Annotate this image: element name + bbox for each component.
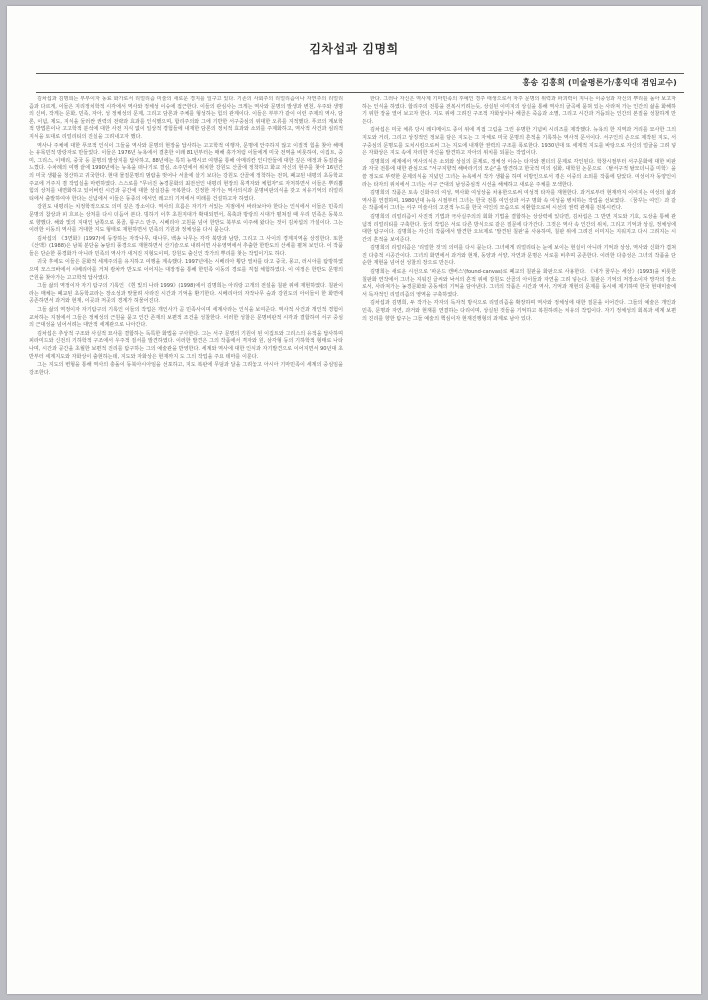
body-paragraph: 한다. 그러나 자신은 역사계 기마민족의 후예인 경주 태생으로서 자주 문명의 위력과 파괴력이 지니는 이중성과 자신의 뿌리를 돌아 보고자 하는 인식을 하였다. 합리주의 전통을 전복시키려는듯, 상실된 이미지의 상실을 통해 역사의 굴곡에 묻혀 있는 사라져 가는 인간의 삶을 화해하기 위한 장을 열어 보고자 한다. 지도 위에 그려진 구조적 자화상이나 해골은 죽음과 소멸, 그리고 시간과 거듭되는 인간의 본질을 성찰하게 만든다. [362,96,676,125]
body-paragraph: 김차섭과 김명희, 두 작가는 각자의 독자적 방식으로 리얼리즘을 확장하며 역사와 정체성에 대한 질문을 이어간다. 그들의 예술은 개인과 민족, 문명과 자연, 과거와 현재를 연결하는 다리이며, 상실된 것들을 기억하고 복원하려는 치유의 작업이다. 자기 정체성의 회복과 세계 보편의 진리를 향한 탐구는 그들 예술의 핵심이자 현재진행형의 과제로 남아 있다. [362,300,676,322]
body-paragraph: 김명희는 새로운 시선으로 '파운드 캔버스'(found-canvas)로 폐교의 칠판을 화판으로 사용한다. 《내가 꿈꾸는 세상》(1993)을 비롯한 칠판화 연작에서 그녀는 지워진 글씨와 낙서의 흔적 위에 강원도 산골의 아이들과 자연을 그려 넣는다. 칠판은 기억의 저장소이자 망각의 장소로서, 사라져가는 농경문화와 공동체의 기억을 담아낸다. 그녀의 작품은 시간과 역사, 기억과 재현의 문제를 동시에 제기하며 한국 현대미술에서 독자적인 리얼리즘의 영역을 구축하였다. [362,269,676,298]
body-paragraph: 귀국 후에도 이들은 문화적 세계주의를 유지하고 여행을 계속했다. 1997년에는 시베리아 횡단 열차를 타고 중국, 몽고, 러시아를 탐방하였으며 모스크바에서 시베리아를 거쳐 캄차카 반도로 이어지는 대장정을 통해 한민족 이동의 경로를 직접 체험하였다. 이 여정은 한반도 문명의 근원을 찾아가는 고고학적 답사였다. [29,259,343,281]
body-paragraph: 그들 삶의 역정이자 자기탐구의 기록인 이들의 작업은 개인사가 곧 민족사이며 세계사라는 인식을 보여준다. 역사적 사건과 개인적 경험이 교차하는 지점에서 그들은 정체성의 근원을 묻고 인간 존재의 보편적 조건을 성찰한다. 이러한 성찰은 문명비판적 시각과 결합하여 서구 중심의 근대성을 넘어서려는 대안적 세계관으로 나아간다. [29,307,343,329]
body-paragraph: 김명희의 리얼리즘이 사진적 기법과 극사실주의의 회화 기법을 결합하는 상상력에 있다면, 김차섭은 그 반면 지도와 기호, 도상을 통해 관념적 리얼리티를 구축한다. 둘의 작업은 서로 다른 방식으로 같은 질문에 다가간다. 그것은 역사 속 인간의 위치, 그리고 기억과 상실, 정체성에 대한 탐구이다. 김명희는 자신의 작품에서 발견한 오브제로 '발견된 칠판'을 사용하며, 칠판 위에 그려진 이미지는 지워지고 다시 그려지는 시간의 흔적을 보여준다. [362,213,676,243]
body-paragraph: 역사나 주체에 대한 푸코적 인식이 그들을 역사와 문명의 현장을 답사하는 고고학적 여행자, 문명에 안주하지 않고 이질적 힘을 찾아 해매는 유목민적 방랑자로 만들었다. 이들은 1976년 뉴욕에서 결혼한 이래 81년부터는 매해 휴가처럼 이들에게 미국 전역을 비롯하여, 이집트, 중미, 그리스, 이태리, 중국 등 문명의 발상지를 답사하고, 88년에는 특히 뉴멕시코 여행을 통해 아메리칸 인디안들에 대한 깊은 애정과 동질감을 느꼈다. 수차례의 여행 끝에 1990년에는 뉴욕을 떠나기로 결심, 소주민에서 위치한 강원도 산골에 정착하고 화교 자신의 현주를 찾아 16년간의 미국 생활을 청산하고 귀국한다. 현대 물질문명의 범람을 벗어나 서울에 살기 보다는 강원도 산골에 정착하는 전혀, 폐교된 내평의 초등학교 주교에 거주지 겸 작업실을 마련하였다. 스스로를 "무너진 농경문화의 최전선인 내평리 현장의 목격자와 체험자"로 자처하면서 이들은 뿌리뽑힘의 상처를 내면화하고 있어버린 시간과 공간에 대한 상실감을 극복한다. 진정한 자가는 역사의식과 문명비판의식을 갖고 치유기억의 리얼리티에서 출발하여야 한다는 신념에서 이들은 동종의 에서인 레고의 기저에서 미래를 건설하고자 하였다. [29,142,343,202]
header-divider-top [36,73,684,74]
right-text-column [362,96,676,976]
header-divider-bottom [36,92,684,93]
body-paragraph: 김차섭의 《3면화》(1997)에 등장하는 자작나무, 대나무, 백송 나무는 각각 북방과 남방, 그리고 그 사이의 경계지역을 상징한다. 또한 《산맥》(1988)은 남북 분단을 농담의 풍경으로 재현하면서 산기슭으로 내려서면 사유영역에서 추출한 한반도의 산세를 펼쳐 보인다. 이 작품들은 단순한 풍경화가 아니라 민족의 역사가 새겨진 지형도이며, 강원도 출신인 작가의 뿌리를 찾는 작업이기도 하다. [29,235,343,257]
left-text-column [29,96,343,976]
body-paragraph: 김차섭은 미국 체류 당시 레디메이드 종이 위에 직접 그림을 그린 유명한 기념비 시리즈를 제작했다. 뉴욕의 한 지역과 거리를 묘사한 그의 지도와 거리, 그리고 상징적인 정보를 담은 지도는 그 자체로 미국 문명의 흔적을 기록하는 역사적 문서이다. 서구인의 손으로 제작된 지도, 서구중심의 문명도를 도치시킴으로써 그는 지도에 내재한 권력의 구조를 폭로한다. 1930년대 또 세계적 지도를 바탕으로 자신의 얼굴을 그려 넣은 자화상은 지도 속에 자리한 자신을 발견하고 자아의 위치를 되묻는 작업이다. [362,127,676,157]
body-paragraph: 그들 삶의 역정이자 자기 탐구의 기록인 《흰 빛의 나라 1999》(1998)에서 김명희는 아리랑 고개의 전설을 칠판 위에 재현하였다. 칠판이라는 매체는 폐교된 초등학교라는 장소성과 맞물려 사라진 시간과 기억을 환기한다. 시베리아의 자작나무 숲과 강원도의 아이들이 한 화면에 공존하면서 과거와 현재, 이곳과 저곳의 경계가 허물어진다. [29,283,343,305]
body-paragraph: 김명희의 작품은 토속 신화주의 여성, 역사화 여성상을 차용한으로써 여성적 타자를 재현한다. 과거로부터 현재까지 이어지는 여성의 삶과 역사를 연결하며, 1980년대 뉴욕 시절부터 그녀는 한국 전통 여인상과 서구 명화 속 여성을 병치하는 작업을 선보였다. 〈꿈꾸는 여인〉과 같은 작품에서 그녀는 서구 미술사의 고전적 누드를 한국 여인의 모습으로 치환함으로써 시선의 권력 관계를 전복시킨다. [362,190,676,212]
body-paragraph: 김명희의 세계에서 역사의식은 소외와 상실의 문제로, 정체성 이슈는 타자와 젠더의 문제로 각인된다. 학창시절부터 서구문화에 대한 비판과 자국 전통에 대한 관심으로 "서구지향적 해바라기의 모순"을 발견하고 한국적 미의 심화, 대학원 논문으로 〈탈서구적 탈모더니즘 미학〉을 쓸 정도로 뚜렷한 문제의식을 지녔던 그녀는 뉴욕에서 작가 생활을 하며 이방인으로서 겪은 이중의 소외를 작품에 담았다. 여성이자 동양인이라는 타자의 위치에서 그녀는 서구 근대의 남성중심적 시선을 해체하고 새로운 주체를 모색한다. [362,158,676,188]
article-byline: 홍송 김홍희 (미술평론가/홍익대 겸임교수) [522,78,677,87]
body-paragraph: 그는 지도의 변형을 통해 역사의 충돌이 동북아시아임을 선포하고, 지도 복판에 무덤과 달을 그려놓고 아시아 기마민족이 세계의 중심임을 강조한다. [29,362,343,376]
body-paragraph: 강원도 내평리는 치정학적으로도 의미 깊은 장소이다. 역사의 흐름은 자기가 서있는 지점에서 바라보아야 한다는 인식에서 이들은 민족의 문명의 참상과 피 흐르는 상처를 다시 더듬어 본다. 빙하기 이후 초원지대가 확대되면서, 목축과 방랑의 시대가 펼쳐질 때 우리 민족은 동북으로 향했다. 해와 빛의 지대인 남쪽으로 몽골, 퉁구스 만주, 시베리아 고원을 넘어 한반도 북부로 이주해 왔다는 것이 김차섭의 가설이다. 그는 이러한 이동의 역사를 거대한 지도 형태로 재현하면서 민족의 기원과 정체성을 다시 묻는다. [29,204,343,234]
body-paragraph: 김명희의 리얼리즘은 '리얼한 것'의 의미를 다시 묻는다. 그녀에게 리얼리티는 눈에 보이는 현실이 아니라 기억과 상상, 역사와 신화가 겹쳐진 다층적 시공간이다. 그녀의 화면에서 과거와 현재, 동양과 서양, 자연과 문명은 서로를 비추며 공존한다. 이러한 다층성은 그녀의 작품을 단순한 재현을 넘어선 성찰의 장으로 만든다. [362,245,676,267]
body-paragraph: 김차섭은 추상적 구조와 사실적 묘사를 결합하는 독특한 화법을 구사한다. 그는 서구 문명의 기원이 된 이집트와 그리스의 유적을 답사하며 피라미드와 신전의 기하학적 구조에서 우주적 질서를 발견하였다. 이러한 발견은 그의 작품에서 격자와 원, 삼각형 등의 기하학적 형태로 나타나며, 시간과 공간을 초월한 보편적 진리를 탐구하는 그의 예술관을 반영한다. 세계와 역사에 대한 인식과 자기발견으로 이어지면서 90년대 초반부터 세계지도와 자화상이 출현하는데, 지도와 자화상은 현재까지 도 그의 작업을 주요 테마를 이룬다. [29,330,343,360]
article-title: 김차섭과 김명희 [309,42,399,56]
document-page [7,6,701,994]
body-paragraph: 김차섭과 김명희는 부부이자 동료 화가로서 리얼리즘 미술의 새로운 경지를 일구고 있다. 기존의 사회주의 리얼리즘이나 자연주의 리얼리즘과 다르게, 이들은 지리정치학적 시각에서 역사와 정체성 이슈에 접근한다. 이들의 관심사는 크게는 역사와 문명의 발생과 변천, 우주와 생명의 신비, 작게는 문화, 민족, 자아, 성 정체성의 문제, 그리고 담론과 주체를 형성하는 힘의 관계이다. 이들은 부부가 같이 이런 주제의 역사, 담론, 이념, 제도, 지식을 둘러싼 권력의 전략과 효과를 인식했으며, 합리주의와 그에 기반한 서구중심의 위대한 오류를 지적했다. 푸코의 계보학적 방법론이나 고고학적 분석에 대한 사전 지식 없이 일상적 경험들에 내재한 담론의 정치적 효과와 소외를 주제화하고, 역사적 사건과 심리적 지식을 토대로 리얼리티의 진실을 그려내고자 했다. [29,96,343,140]
